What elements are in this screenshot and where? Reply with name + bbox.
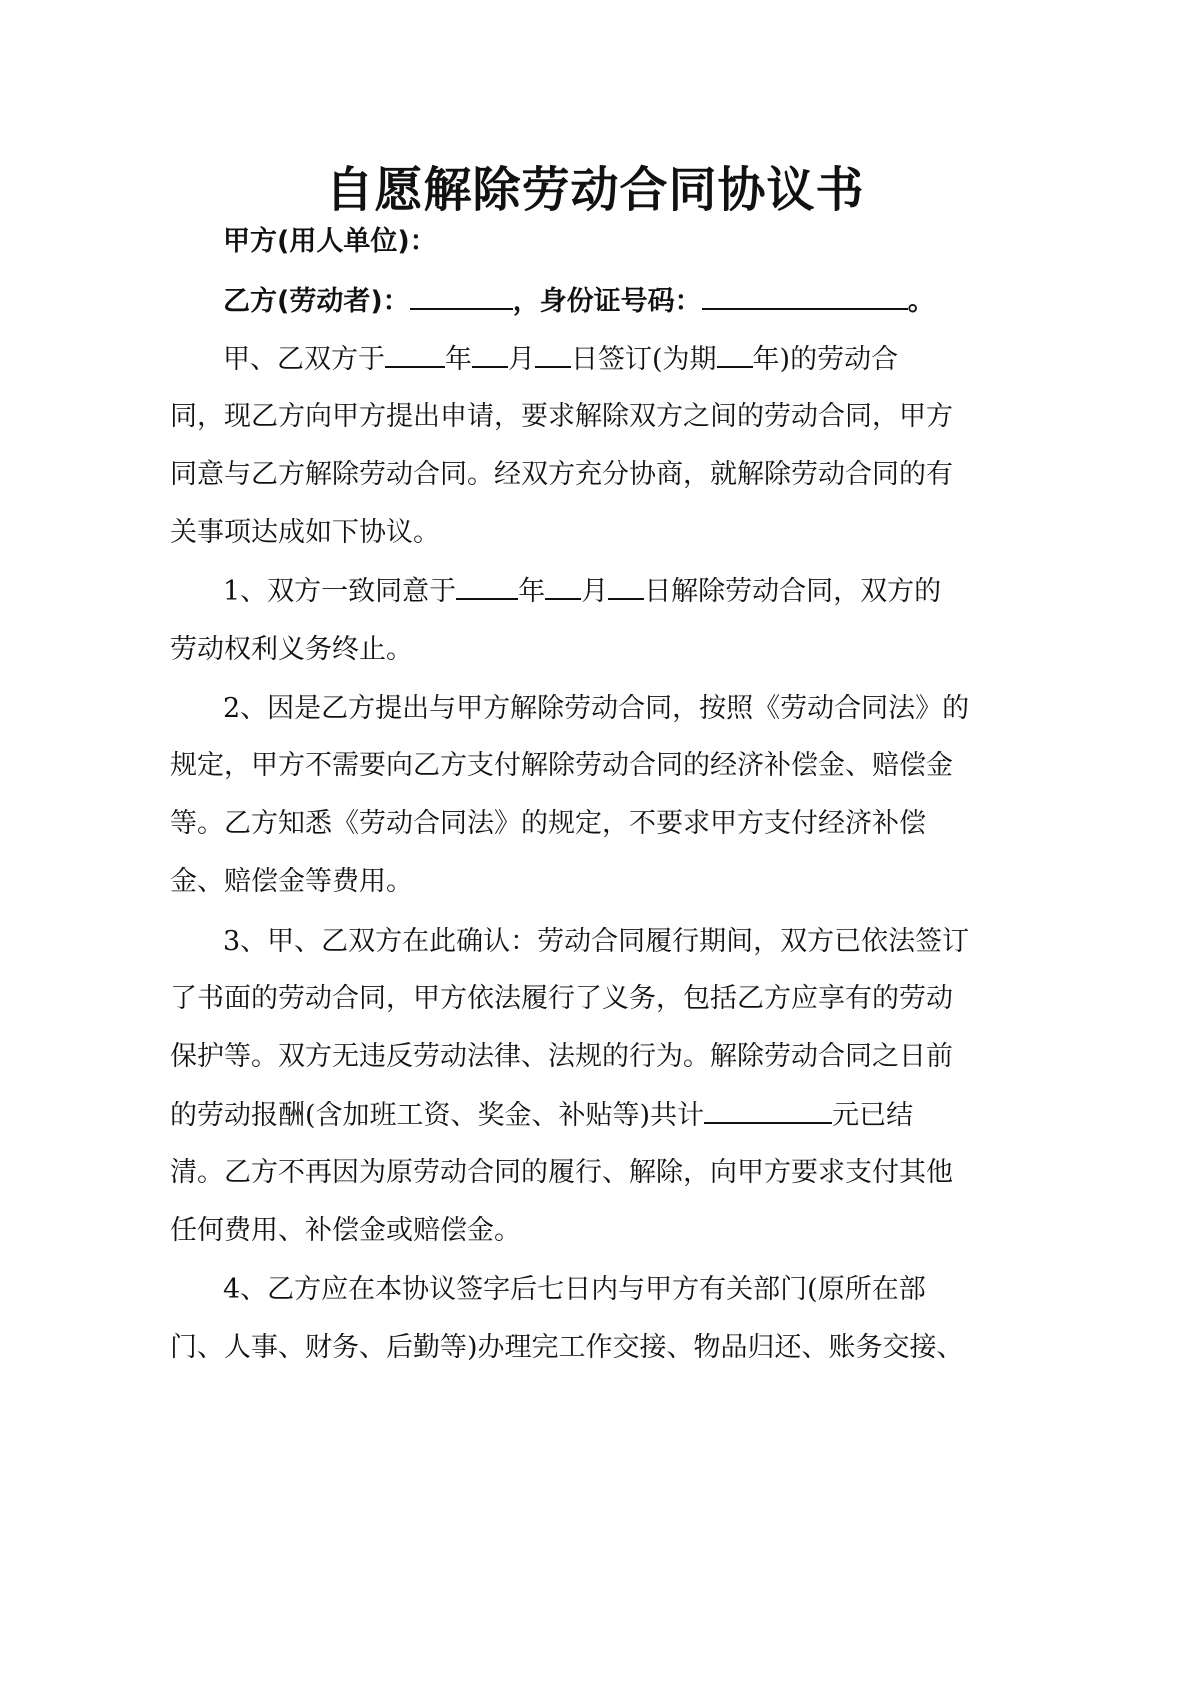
intro-text: 日签订(为期 bbox=[571, 344, 717, 375]
party-b-id-label: ，身份证号码： bbox=[512, 286, 702, 317]
item4-line-2: 门、人事、财务、后勤等)办理完工作交接、物品归还、账务交接、 bbox=[170, 1332, 964, 1363]
item1-text: 1、双方一致同意于 bbox=[223, 576, 457, 607]
item1-line-2: 劳动权利义务终止。 bbox=[170, 634, 413, 665]
end-year-blank bbox=[456, 572, 518, 600]
intro-line-1 bbox=[223, 340, 898, 380]
intro-line-4: 关事项达成如下协议。 bbox=[170, 517, 440, 548]
item4-line-1: 4、乙方应在本协议签字后七日内与甲方有关部门(原所在部 bbox=[223, 1274, 926, 1305]
payment-amount-blank bbox=[704, 1096, 832, 1124]
item1-text: 月 bbox=[581, 576, 609, 607]
party-a-line bbox=[223, 222, 437, 262]
term-years-blank bbox=[717, 340, 753, 368]
sign-year-blank bbox=[385, 340, 445, 368]
end-month-blank bbox=[545, 572, 581, 600]
intro-text: 年 bbox=[445, 344, 472, 375]
item3-line-3: 保护等。双方无违反劳动法律、法规的行为。解除劳动合同之日前 bbox=[170, 1041, 953, 1072]
item3-text: 的劳动报酬(含加班工资、奖金、补贴等)共计 bbox=[170, 1100, 705, 1131]
item3-text: 元已结 bbox=[832, 1100, 914, 1131]
intro-text: 月 bbox=[508, 344, 535, 375]
item1-text: 年 bbox=[518, 576, 546, 607]
item3-line-4 bbox=[170, 1096, 913, 1136]
item2-line-1: 2、因是乙方提出与甲方解除劳动合同，按照《劳动合同法》的 bbox=[223, 693, 970, 724]
item3-line-5: 清。乙方不再因为原劳动合同的履行、解除，向甲方要求支付其他 bbox=[170, 1157, 953, 1188]
party-b-name-blank bbox=[410, 282, 513, 310]
intro-line-3: 同意与乙方解除劳动合同。经双方充分协商，就解除劳动合同的有 bbox=[170, 459, 953, 490]
sign-day-blank bbox=[535, 340, 571, 368]
item3-line-6: 任何费用、补偿金或赔偿金。 bbox=[170, 1215, 521, 1246]
item1-line-1 bbox=[223, 572, 941, 612]
document-title: 自愿解除劳动合同协议书 bbox=[325, 162, 865, 218]
intro-text: 甲、乙双方于 bbox=[223, 344, 385, 375]
item3-line-2: 了书面的劳动合同，甲方依法履行了义务，包括乙方应享有的劳动 bbox=[170, 983, 953, 1014]
intro-text: 年)的劳动合 bbox=[752, 344, 899, 375]
party-b-id-blank bbox=[702, 282, 908, 310]
party-b-end: 。 bbox=[907, 286, 935, 317]
sign-month-blank bbox=[472, 340, 508, 368]
party-b-label: 乙方(劳动者)： bbox=[223, 286, 410, 317]
item2-line-3: 等。乙方知悉《劳动合同法》的规定，不要求甲方支付经济补偿 bbox=[170, 808, 926, 839]
party-b-line bbox=[223, 282, 935, 322]
end-day-blank bbox=[608, 572, 644, 600]
party-a-label: 甲方(用人单位)： bbox=[223, 226, 437, 257]
intro-line-2: 同，现乙方向甲方提出申请，要求解除双方之间的劳动合同，甲方 bbox=[170, 401, 953, 432]
item1-text: 日解除劳动合同，双方的 bbox=[644, 576, 942, 607]
item2-line-4: 金、赔偿金等费用。 bbox=[170, 866, 413, 897]
item2-line-2: 规定，甲方不需要向乙方支付解除劳动合同的经济补偿金、赔偿金 bbox=[170, 750, 953, 781]
item3-line-1: 3、甲、乙双方在此确认：劳动合同履行期间，双方已依法签订 bbox=[223, 926, 970, 957]
